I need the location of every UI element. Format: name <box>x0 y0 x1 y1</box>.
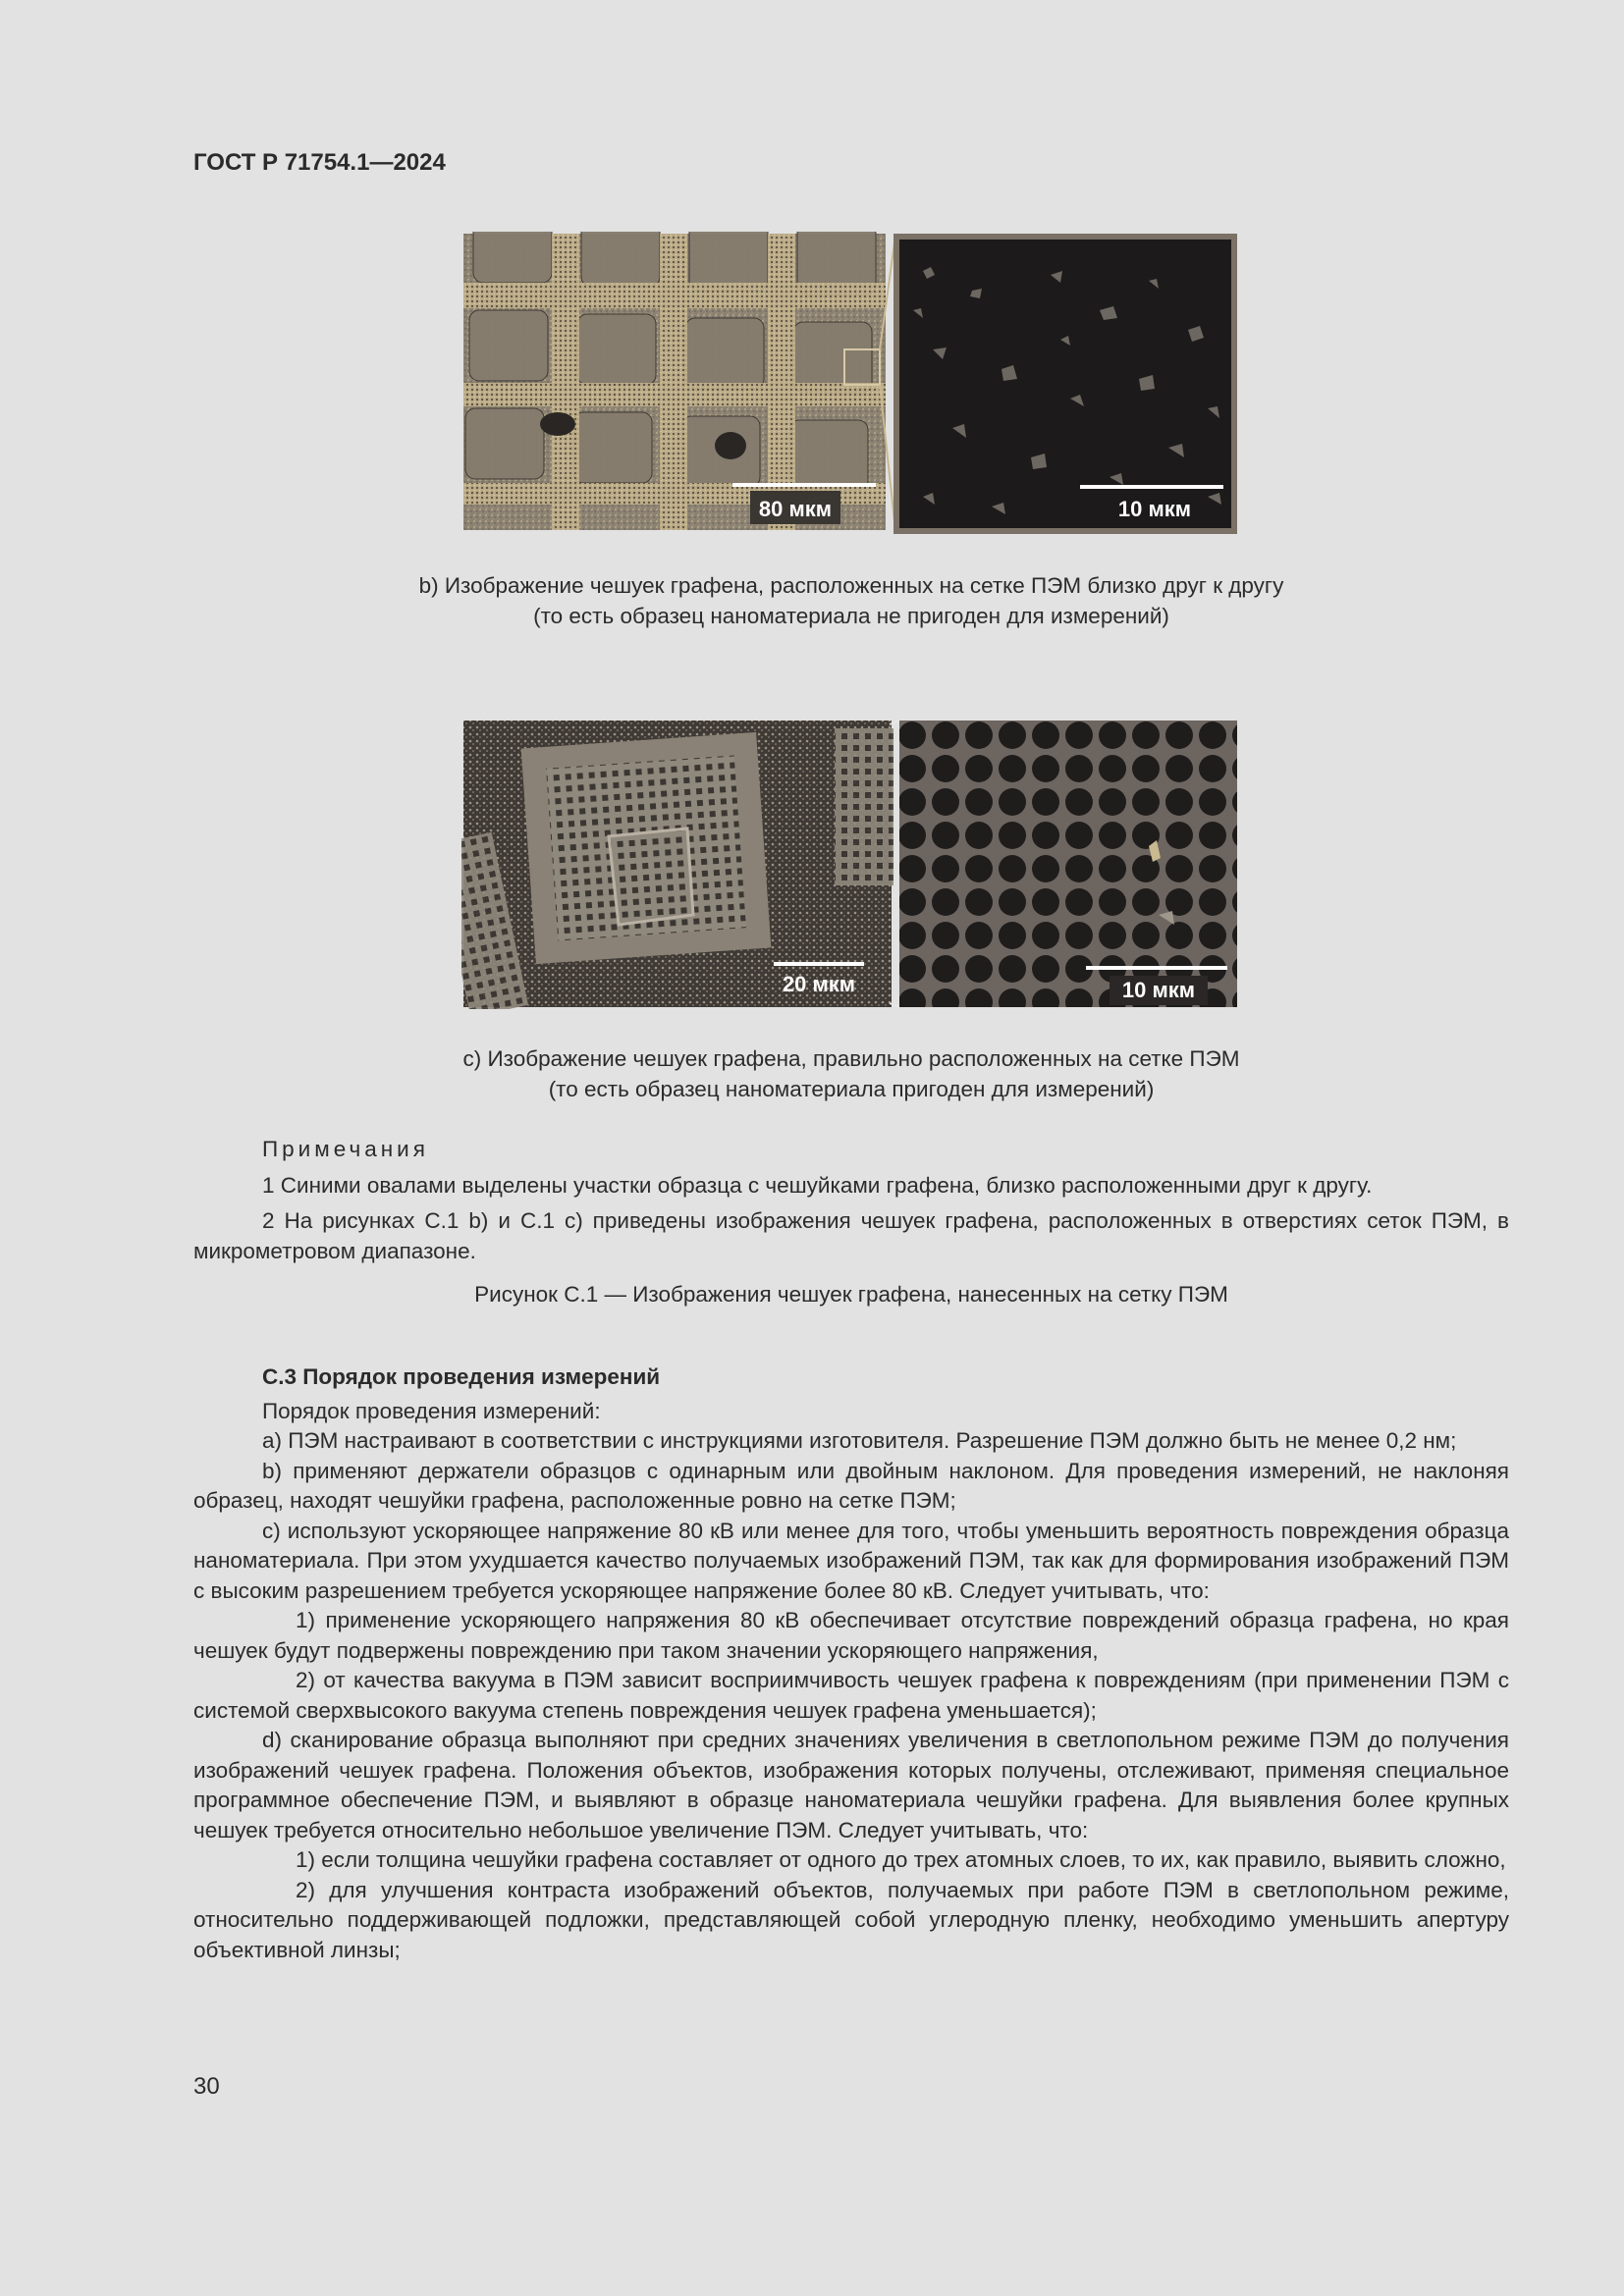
section-intro: Порядок проведения измерений: <box>262 1398 601 1423</box>
note-item-2: 2 На рисунках С.1 b) и С.1 c) приведены изображения чешуек графена, расположенных в отверстиях сеток ПЭМ, в микрометровом диапазоне. <box>193 1208 1509 1263</box>
scale-label-b-right: 10 мкм <box>1117 497 1192 521</box>
figure-b-caption-line2: (то есть образец наноматериала не пригоден для измерений) <box>533 604 1169 628</box>
scale-label-c-right: 10 мкм <box>1121 978 1196 1002</box>
section-heading: С.3 Порядок проведения измерений <box>262 1364 661 1389</box>
figure-c-caption-line2: (то есть образец наноматериала пригоден для измерений) <box>548 1077 1155 1101</box>
paragraph-a: a) ПЭМ настраивают в соответствии с инструкциями изготовителя. Разрешение ПЭМ должно быть не менее 0,2 нм; <box>262 1428 1457 1453</box>
figure-c-caption-line1: c) Изображение чешуек графена, правильно расположенных на сетке ПЭМ <box>462 1046 1240 1071</box>
note-item-1: 1 Синими овалами выделены участки образца с чешуйками графена, близко расположенными друг к другу. <box>262 1172 1373 1198</box>
document-header: ГОСТ Р 71754.1—2024 <box>193 149 446 176</box>
paragraph-d: d) сканирование образца выполняют при средних значениях увеличения в светлопольном режиме ПЭМ до получения изображений чешуек графена. Положения объектов, изображения которых получены, отслеживают, применяя специальное программное обеспечение ПЭМ, и выявляют в образце наноматериала чешуйки графена. Для выявления более крупных чешуек требуется относительно небольшое увеличение ПЭМ. Следует учитывать, что: <box>193 1728 1509 1842</box>
micrograph-c-left <box>461 721 893 1009</box>
figure-c-caption <box>193 1043 1509 1104</box>
paragraph-b: b) применяют держатели образцов с одинарным или двойным наклоном. Для проведения измерений, не наклоняя образец, находят чешуйки графена, расположенные ровно на сетке ПЭМ; <box>193 1458 1509 1513</box>
notes-title: Примечания <box>262 1137 429 1161</box>
scale-label-c-left: 20 мкм <box>782 972 856 996</box>
micrograph-b-left <box>463 232 886 530</box>
paragraph-c-item-1: 1) применение ускоряющего напряжения 80 кВ обеспечивает отсутствие повреждений образца графена, но края чешуек будут подвержены повреждению при таком значении ускоряющего напряжения, <box>193 1608 1509 1663</box>
paragraph-c-item-2: 2) от качества вакуума в ПЭМ зависит восприимчивость чешуек графена к повреждениям (при применении ПЭМ с системой сверхвысокого вакуума степень повреждения чешуек графена уменьшается); <box>193 1668 1509 1723</box>
figure-title: Рисунок С.1 — Изображения чешуек графена, нанесенных на сетку ПЭМ <box>474 1282 1228 1307</box>
paragraph-d-item-1: 1) если толщина чешуйки графена составляет от одного до трех атомных слоев, то их, как правило, выявить сложно, <box>296 1847 1506 1872</box>
notes-block <box>193 1135 1509 1310</box>
paragraph-c: c) используют ускоряющее напряжение 80 кВ или менее для того, чтобы уменьшить вероятность повреждения образца наноматериала. При этом ухудшается качество получаемых изображений ПЭМ, так как для формирования изображений ПЭМ с высоким разрешением требуется ускоряющее напряжение более 80 кВ. Следует учитывать, что: <box>193 1518 1509 1603</box>
scale-label-b-left: 80 мкм <box>758 497 833 521</box>
figure-b-caption-line1: b) Изображение чешуек графена, расположенных на сетке ПЭМ близко друг к другу <box>418 573 1284 598</box>
paragraph-d-item-2: 2) для улучшения контраста изображений объектов, получаемых при работе ПЭМ в светлопольном режиме, относительно поддерживающей подложки, представляющей собой углеродную пленку, необходимо уменьшить апертуру объективной линзы; <box>193 1877 1509 1962</box>
micrograph-b-right <box>893 234 1237 534</box>
figure-c-micrographs <box>461 719 1239 1009</box>
micrograph-c-right <box>899 721 1237 1007</box>
figure-b-micrographs <box>461 232 1239 536</box>
section-c3 <box>193 1362 1509 1965</box>
page-number: 30 <box>193 2073 220 2100</box>
figure-b-caption <box>193 570 1509 631</box>
